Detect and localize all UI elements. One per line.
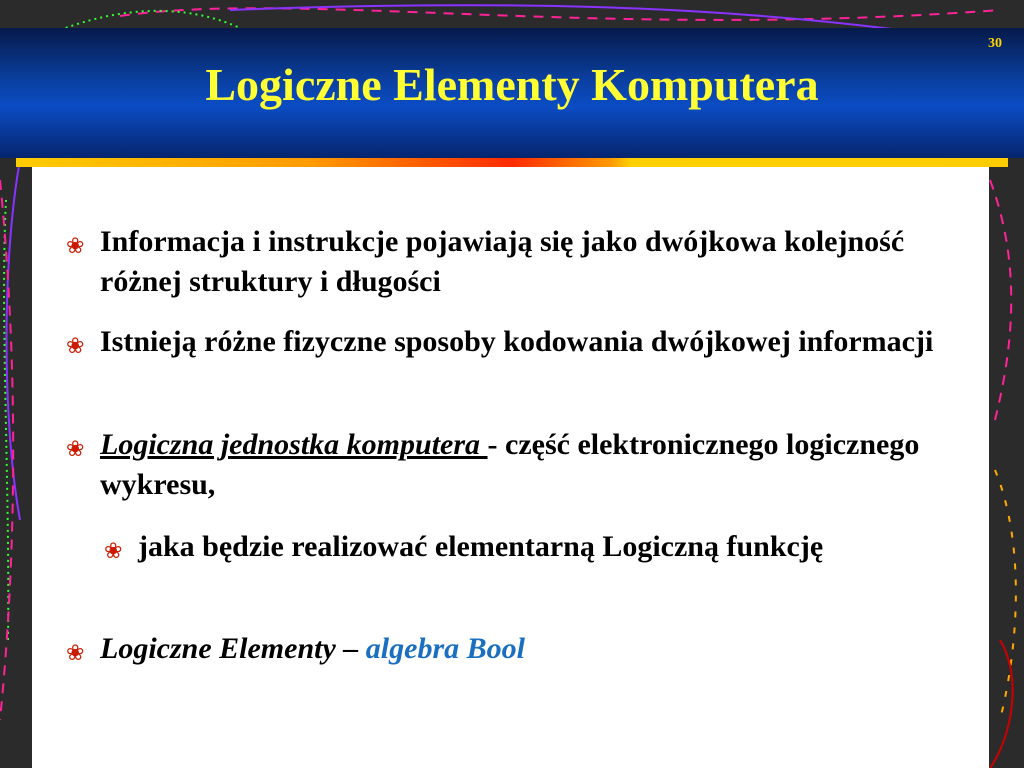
bullet-item bbox=[66, 222, 976, 302]
bullet-item bbox=[66, 425, 976, 505]
bullet-item bbox=[66, 322, 976, 362]
accent-stripe bbox=[16, 158, 1008, 167]
bullet-emphasis: Logiczna jednostka komputera bbox=[100, 428, 488, 461]
sub-bullet-item bbox=[104, 527, 964, 567]
bullet-text: jaka będzie realizować elementarną Logiczną funkcję bbox=[138, 530, 824, 563]
ring-bullet-icon: ❀ bbox=[66, 437, 85, 462]
bullet-highlight: algebra Bool bbox=[365, 632, 525, 665]
bullet-text bbox=[66, 629, 976, 669]
bullet-text: Istnieją różne fizyczne sposoby kodowania dwójkowej informacji bbox=[100, 325, 934, 358]
bullet-item bbox=[66, 629, 976, 669]
slide-title: Logiczne Elementy Komputera bbox=[205, 59, 819, 110]
ring-bullet-icon: ❀ bbox=[66, 641, 85, 666]
bullet-emphasis: Logiczne Elementy – bbox=[100, 632, 366, 665]
ring-bullet-icon: ❀ bbox=[104, 539, 123, 564]
ring-bullet-icon: ❀ bbox=[66, 234, 85, 259]
content-panel bbox=[32, 167, 989, 768]
bullet-text bbox=[66, 425, 976, 505]
bullet-text: Informacja i instrukcje pojawiają się jako dwójkowa kolejność różnej struktury i długości bbox=[100, 225, 905, 298]
slide-number: 30 bbox=[988, 36, 1002, 51]
ring-bullet-icon: ❀ bbox=[66, 334, 85, 359]
bullet-rest: - część elektronicznego logicznego wykresu, bbox=[100, 428, 920, 501]
